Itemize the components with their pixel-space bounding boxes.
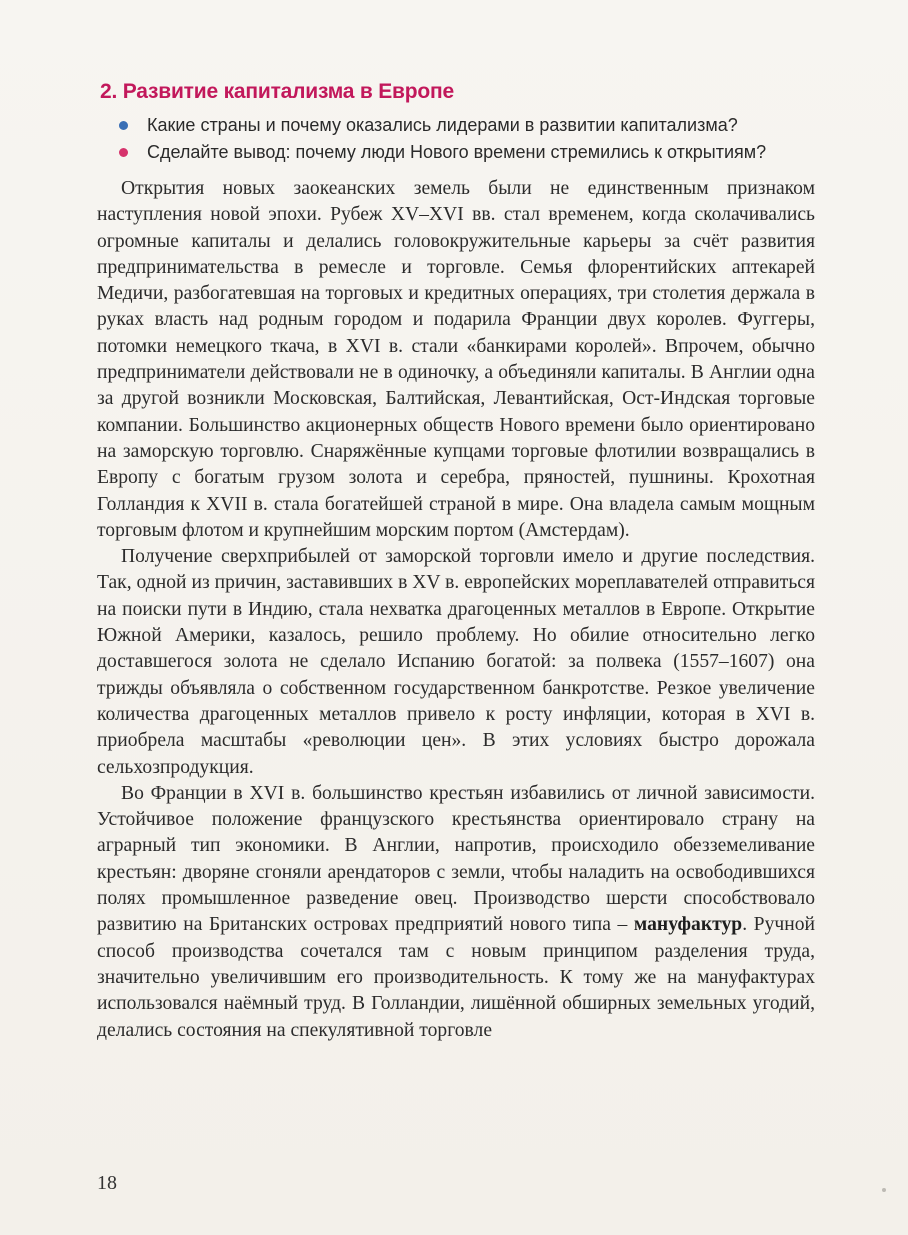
key-term: мануфактур [633,914,743,936]
question-item [97,139,815,166]
question-text: Сделайте вывод: почему люди Нового времени стремились к открытиям? [147,142,767,162]
body-text [97,176,815,1044]
bullet-dot-icon [119,148,128,157]
paragraph: Получение сверхприбылей от заморской торговли имело и другие последствия. Так, одной из причин, заставивших в XV в. европейских мореплавателей отправиться на поиски пути в Индию, стала нехватка драгоценных металлов в Европе. Открытие Южной Америки, казалось, решило проблему. Но обилие относительно легко доставшегося золота не сделало Испанию богатой: за полвека (1557–1607) она трижды объявляла о собственном государственном банкротстве. Резкое увеличение количества драгоценных металлов привело к росту инфляции, которая в XVI в. приобрела масштабы «революции цен». В этих условиях быстро дорожала сельхозпродукция. [97,546,815,778]
question-item [97,112,815,139]
paragraph-text: . Ручной способ производства сочетался там с новым принципом разделения труда, значительно увеличившим его производительность. К тому же на мануфактурах использовался наёмный труд. В Голландии, лишённой обширных земельных угодий, делались состояния на спекулятивной торговле [97,914,815,1041]
paragraph: Открытия новых заокеанских земель были не единственным признаком наступления новой эпохи. Рубеж XV–XVI вв. стал временем, когда сколачивались огромные капиталы и делались головокружительные карьеры за счёт развития предпринимательства в ремесле и торговле. Семья флорентийских аптекарей Медичи, разбогатевшая на торговых и кредитных операциях, три столетия держала в руках власть над родным городом и подарила Франции двух королев. Фуггеры, потомки немецкого ткача, в XVI в. стали «банкирами королей». Впрочем, обычно предприниматели действовали не в одиночку, а объединяли капиталы. В Англии одна за другой возникли Московская, Балтийская, Левантийская, Ост-Индская торговые компании. Большинство акционерных обществ Нового времени было ориентировано на заморскую торговлю. Снаряжённые купцами торговые флотилии возвращались в Европу с богатым грузом золота и серебра, пряностей, пушнины. Крохотная Голландия к XVII в. стала богатейшей страной в мире. Она владела самым мощным торговым флотом и крупнейшим морским портом (Амстердам). [97,178,815,541]
section-title: 2. Развитие капитализма в Европе [100,80,454,103]
page-number: 18 [97,1172,117,1194]
scan-speck [882,1188,886,1192]
page-content [97,80,815,1044]
question-text: Какие страны и почему оказались лидерами в развитии капитализма? [147,115,738,135]
paragraph [97,781,815,1044]
question-list [97,112,815,166]
paragraph-text: Во Франции в XVI в. большинство крестьян избавились от личной зависимости. Устойчивое положение французского крестьянства ориентировало страну на аграрный тип экономики. В Англии, напротив, происходило обезземеливание крестьян: дворяне сгоняли арендаторов с земли, чтобы наладить на освободившихся полях промышленное разведение овец. Производство шерсти способствовало развитию на Британских островах предприятий нового типа – [97,782,815,936]
bullet-dot-icon [119,121,128,130]
